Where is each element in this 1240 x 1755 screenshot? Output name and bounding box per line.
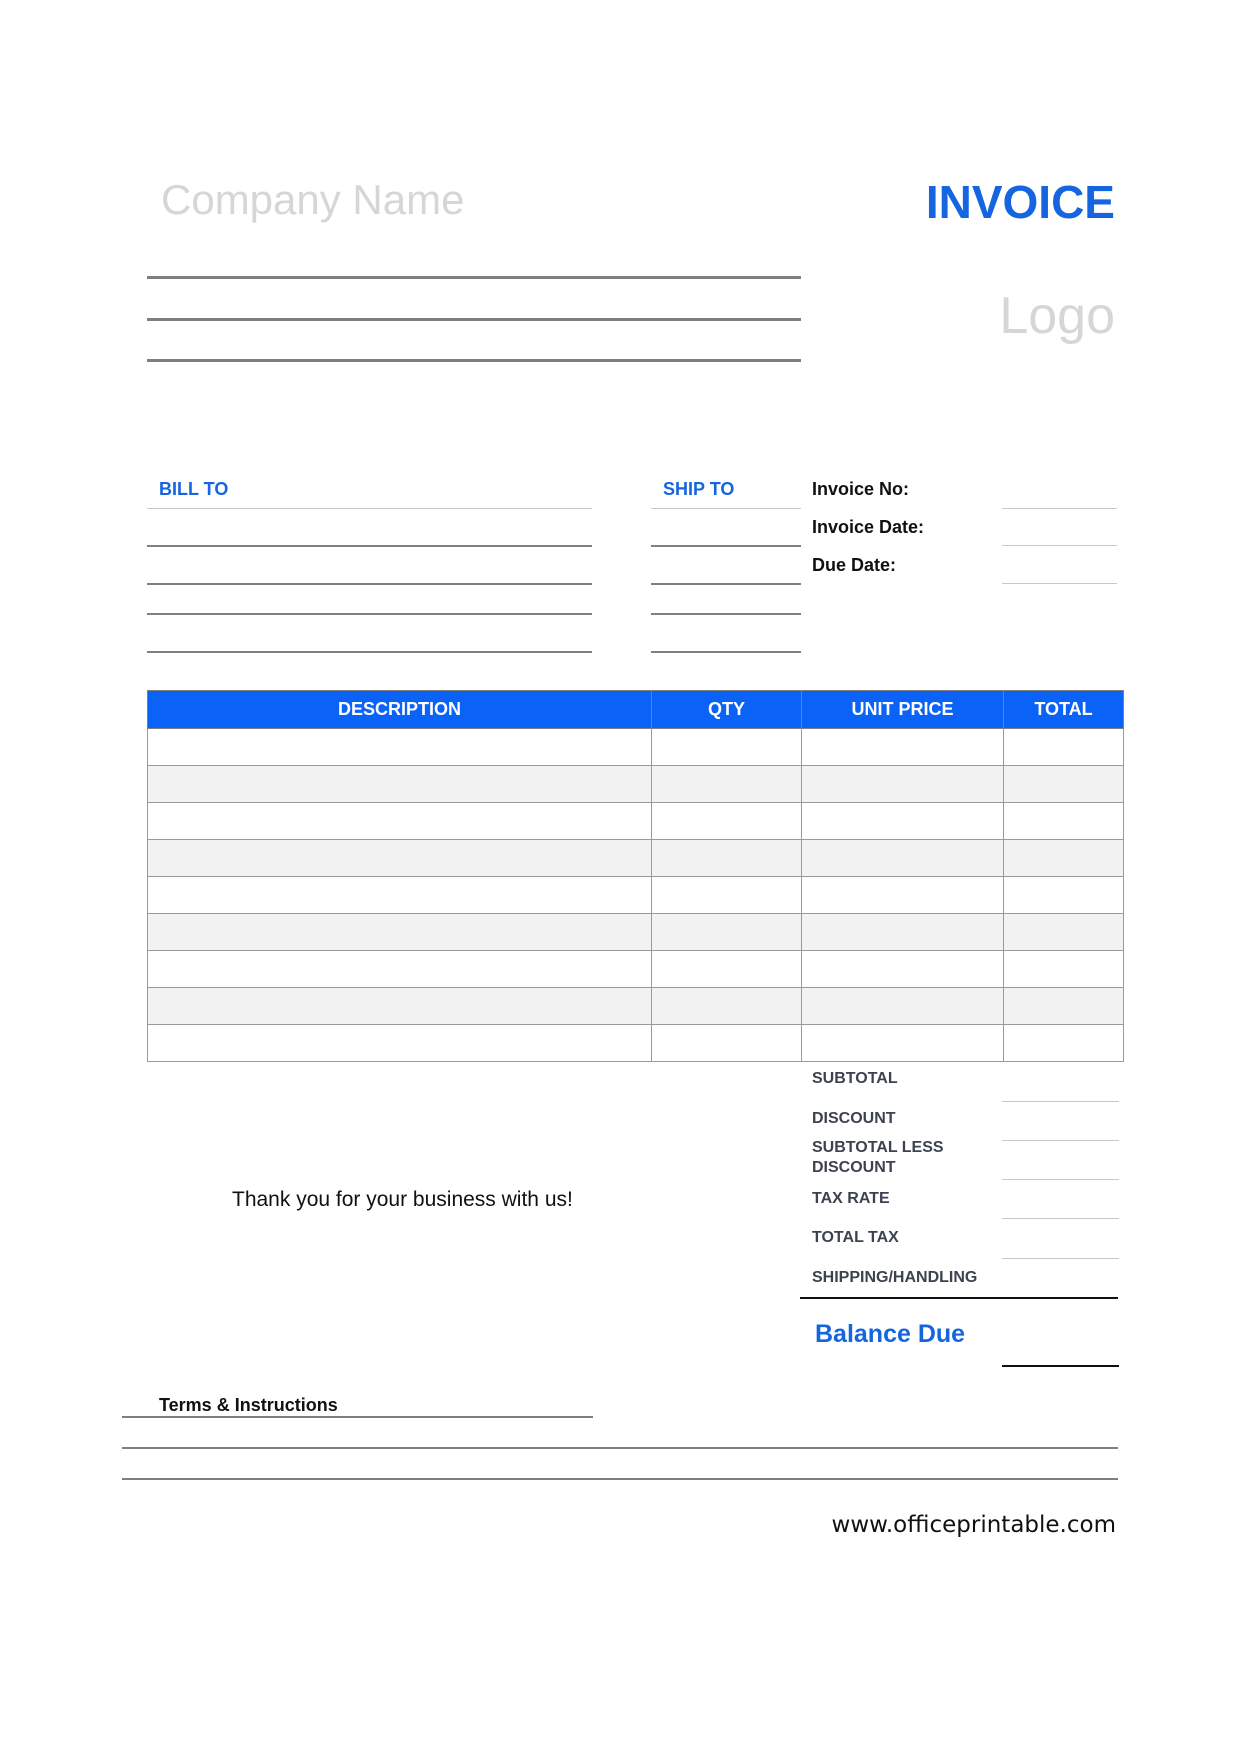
invoice-number-field[interactable]: [1002, 508, 1117, 509]
tax-rate-label: TAX RATE: [812, 1190, 890, 1207]
description-cell[interactable]: [148, 951, 652, 988]
unit-price-cell[interactable]: [802, 766, 1004, 803]
ship-to-line[interactable]: [651, 583, 801, 585]
qty-cell[interactable]: [652, 840, 802, 877]
description-cell[interactable]: [148, 1025, 652, 1062]
balance-due-field[interactable]: [1002, 1365, 1119, 1367]
invoice-date-label: Invoice Date:: [812, 517, 925, 537]
unit-price-cell[interactable]: [802, 914, 1004, 951]
invoice-title: INVOICE: [925, 176, 1115, 228]
shipping-handling-label: SHIPPING/HANDLING: [812, 1269, 978, 1286]
table-row: [148, 840, 1124, 877]
qty-cell[interactable]: [652, 729, 802, 766]
column-header-total: TOTAL: [1004, 691, 1124, 729]
unit-price-cell[interactable]: [802, 951, 1004, 988]
qty-cell[interactable]: [652, 988, 802, 1025]
unit-price-cell[interactable]: [802, 840, 1004, 877]
table-row: [148, 877, 1124, 914]
invoice-date-field[interactable]: [1002, 545, 1117, 546]
total-tax-label: TOTAL TAX: [812, 1229, 899, 1246]
bill-to-line[interactable]: [147, 651, 592, 653]
bill-to-label: BILL TO: [159, 479, 229, 499]
bill-to-line[interactable]: [147, 613, 592, 615]
ship-to-line[interactable]: [651, 651, 801, 653]
company-name-field[interactable]: Company Name: [161, 176, 465, 223]
table-row: [148, 803, 1124, 840]
qty-cell[interactable]: [652, 766, 802, 803]
due-date-field[interactable]: [1002, 583, 1117, 584]
total-cell[interactable]: [1004, 803, 1124, 840]
description-cell[interactable]: [148, 877, 652, 914]
terms-label: Terms & Instructions: [159, 1395, 338, 1415]
table-row: [148, 766, 1124, 803]
terms-line[interactable]: [122, 1478, 1118, 1480]
total-cell[interactable]: [1004, 729, 1124, 766]
qty-cell[interactable]: [652, 877, 802, 914]
total-cell[interactable]: [1004, 988, 1124, 1025]
company-address-line-2[interactable]: [147, 318, 801, 321]
bill-to-line[interactable]: [147, 508, 592, 509]
tax-rate-field[interactable]: [1002, 1218, 1119, 1219]
total-cell[interactable]: [1004, 914, 1124, 951]
terms-line[interactable]: [122, 1447, 1118, 1449]
description-cell[interactable]: [148, 988, 652, 1025]
balance-due-label: Balance Due: [815, 1320, 966, 1348]
table-row: [148, 1025, 1124, 1062]
total-cell[interactable]: [1004, 766, 1124, 803]
table-header-row: [148, 691, 1124, 729]
table-row: [148, 914, 1124, 951]
description-cell[interactable]: [148, 803, 652, 840]
column-header-unit-price: UNIT PRICE: [802, 691, 1004, 729]
company-address-line-1[interactable]: [147, 276, 801, 279]
logo-placeholder[interactable]: Logo: [999, 287, 1115, 345]
unit-price-cell[interactable]: [802, 988, 1004, 1025]
discount-label: DISCOUNT: [812, 1110, 896, 1127]
table-row: [148, 988, 1124, 1025]
line-items-body: [148, 729, 1124, 1062]
thank-you-message: Thank you for your business with us!: [232, 1188, 573, 1211]
terms-line[interactable]: [122, 1416, 593, 1418]
unit-price-cell[interactable]: [802, 729, 1004, 766]
unit-price-cell[interactable]: [802, 803, 1004, 840]
description-cell[interactable]: [148, 766, 652, 803]
ship-to-label: SHIP TO: [663, 479, 735, 499]
ship-to-line[interactable]: [651, 613, 801, 615]
column-header-description: DESCRIPTION: [148, 691, 652, 729]
unit-price-cell[interactable]: [802, 1025, 1004, 1062]
subtotal-less-discount-label: SUBTOTAL LESS DISCOUNT: [812, 1139, 944, 1176]
description-cell[interactable]: [148, 729, 652, 766]
subtotal-label: SUBTOTAL: [812, 1070, 898, 1087]
qty-cell[interactable]: [652, 1025, 802, 1062]
line-items-table: [147, 690, 1124, 1062]
invoice-number-label: Invoice No:: [812, 479, 910, 499]
website-link[interactable]: www.officeprintable.com: [831, 1512, 1116, 1538]
ship-to-line[interactable]: [651, 545, 801, 547]
ship-to-line[interactable]: [651, 508, 801, 509]
total-cell[interactable]: [1004, 840, 1124, 877]
due-date-label: Due Date:: [812, 555, 897, 575]
subtotal-less-discount-field[interactable]: [1002, 1179, 1119, 1180]
description-cell[interactable]: [148, 914, 652, 951]
subtotal-field[interactable]: [1002, 1101, 1119, 1102]
column-header-qty: QTY: [652, 691, 802, 729]
qty-cell[interactable]: [652, 914, 802, 951]
description-cell[interactable]: [148, 840, 652, 877]
table-row: [148, 729, 1124, 766]
total-cell[interactable]: [1004, 1025, 1124, 1062]
qty-cell[interactable]: [652, 951, 802, 988]
total-cell[interactable]: [1004, 951, 1124, 988]
bill-to-line[interactable]: [147, 583, 592, 585]
table-row: [148, 951, 1124, 988]
unit-price-cell[interactable]: [802, 877, 1004, 914]
total-tax-field[interactable]: [1002, 1258, 1119, 1259]
qty-cell[interactable]: [652, 803, 802, 840]
bill-to-line[interactable]: [147, 545, 592, 547]
discount-field[interactable]: [1002, 1140, 1119, 1141]
total-cell[interactable]: [1004, 877, 1124, 914]
company-address-line-3[interactable]: [147, 359, 801, 362]
summary-divider: [800, 1297, 1118, 1299]
